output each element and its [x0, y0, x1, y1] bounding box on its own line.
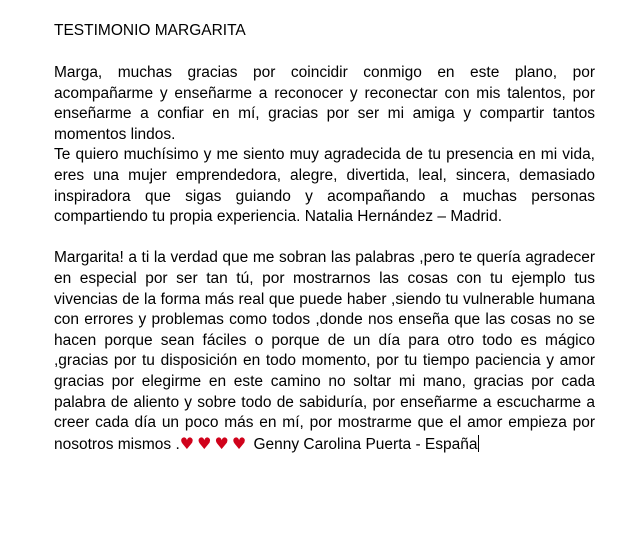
signature-line — [175, 433, 479, 453]
document-body — [54, 20, 595, 455]
document-title: TESTIMONIO MARGARITA — [54, 22, 246, 39]
signature-prefix: . — [175, 435, 180, 453]
testimonial-paragraph-1: Marga, muchas gracias por coincidir conmigo en este plano, por acompañarme y enseñarme a reconocer y reconectar con mis talentos, por enseñarme a confiar en mí, gracias por ser mi amiga y compartir tantos momentos lindos. — [54, 64, 595, 143]
testimonial-paragraph-2: Te quiero muchísimo y me siento muy agradecida de tu presencia en mi vida, eres una mujer emprendedora, alegre, divertida, leal, sincera, demasiado inspiradora que sigas guiando y acompañando a muchas personas compartiendo tu propia experiencia. Natalia Hernández – Madrid. — [54, 146, 595, 226]
testimonial-paragraph-3 — [54, 248, 595, 455]
signature-text: Genny Carolina Puerta - España — [249, 435, 478, 453]
heart-icons: ♥♥♥♥ — [179, 433, 250, 453]
testimonial-paragraph-3-text: Margarita! a ti la verdad que me sobran las palabras ,pero te quería agradecer en especial por ser tan tú, por mostrarnos las cosas con tu ejemplo tus vivencias de la forma más real que puede haber ,siendo tu vulnerable humana con errores y problemas como todos ,donde nos enseña que las cosas no se hacen porque sean fáciles o porque de un día para otro todo es mágico ,gracias por tu disposición en todo momento, por tu tiempo paciencia y amor gracias por elegirme en este camino no soltar mi mano, gracias por cada palabra de aliento y sobre todo de sabiduría, por enseñarme a escucharme a creer cada día un poco más en mí, por mostrarme que el amor empieza por nosotros mismos — [54, 249, 595, 453]
text-cursor — [478, 435, 479, 452]
